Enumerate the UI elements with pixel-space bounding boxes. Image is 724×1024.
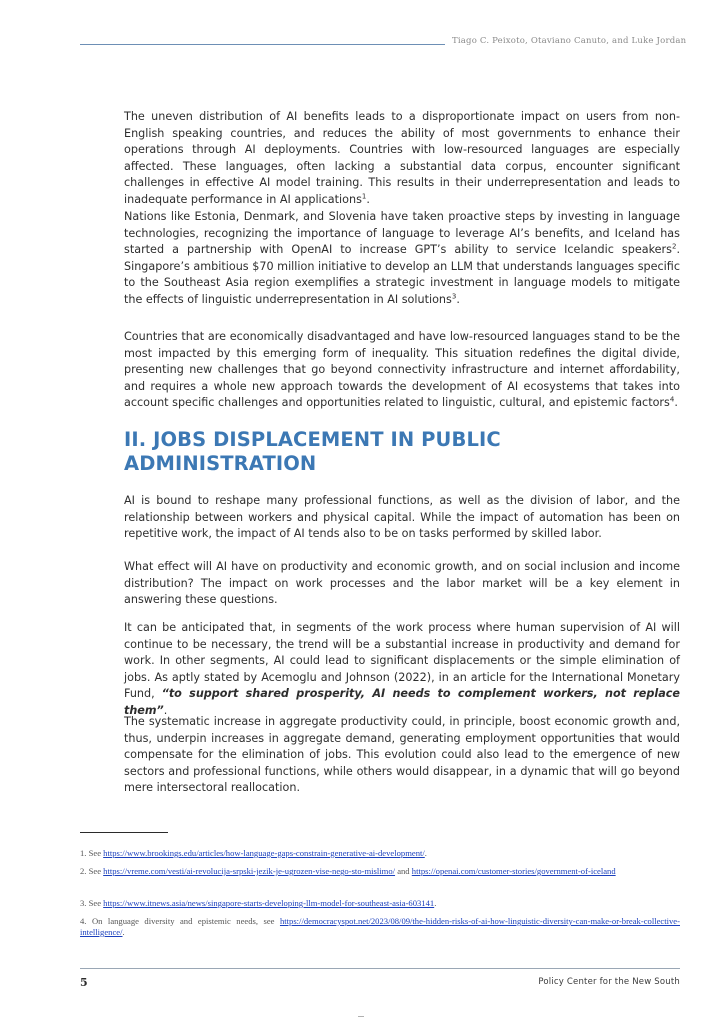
footnote-2-link-2[interactable]: https://openai.com/customer-stories/government-of-iceland — [411, 866, 616, 876]
footer-organization: Policy Center for the New South — [538, 977, 680, 987]
footnote-ref-4[interactable]: 4 — [669, 395, 675, 404]
paragraph-reshape: AI is bound to reshape many professional functions, as well as the division of labor, and the relationship between workers and physical capital. While the impact of automation has been on repetitive work, the impact of AI tends also to be on tasks performed by skilled labor. — [124, 494, 680, 540]
header-authors: Tiago C. Peixoto, Otaviano Canuto, and Luke Jordan — [452, 36, 687, 46]
footnote-3-link[interactable]: https://www.itnews.asia/news/singapore-starts-developing-llm-model-for-southeast-asia-603141 — [103, 898, 435, 908]
footer-rule — [80, 968, 680, 969]
footnote-3: 3. See https://www.itnews.asia/news/singapore-starts-developing-llm-model-for-southeast-asia-603141. — [80, 898, 437, 908]
paragraph-ai-benefits: The uneven distribution of AI benefits leads to a disproportionate impact on users from non-English speaking countries, and reduces the ability of most governments to enhance their operations through AI deployments. Countries with low-resourced languages are especially affected. These languages, often lacking a substantial data corpus, encounter significant challenges in effective AI model training. This results in their underrepresentation and leads to inadequate performance in AI applications$^1$. — [124, 110, 680, 206]
bottom-mark — [358, 1016, 364, 1017]
footnote-4-link[interactable]: https://democracyspot.net/2023/08/09/the-hidden-risks-of-ai-how-linguistic-diversity-can-make-or-break-collective-intelligence/ — [80, 916, 680, 937]
section-heading: II. JOBS DISPLACEMENT IN PUBLIC ADMINISTRATION — [124, 428, 501, 475]
footnote-4: 4. On language diversity and epistemic needs, see https://democracyspot.net/2023/08/09/the-hidden-risks-of-ai-how-linguistic-diversity-can-make-or-break-collective-intelligence/. — [80, 916, 680, 937]
footnote-ref-3[interactable]: 3 — [451, 291, 457, 300]
footnote-1: 1. See https://www.brookings.edu/articles/how-language-gaps-constrain-generative-ai-development/. — [80, 848, 427, 858]
footnote-ref-2[interactable]: 2 — [671, 242, 677, 251]
footnote-1-link[interactable]: https://www.brookings.edu/articles/how-language-gaps-constrain-generative-ai-development/ — [103, 848, 425, 858]
header-rule — [80, 44, 445, 45]
paragraph-effect: What effect will AI have on productivity and economic growth, and on social inclusion and income distribution? The impact on work processes and the labor market will be a key element in answering these questions. — [124, 560, 680, 606]
footnote-ref-1[interactable]: 1 — [361, 191, 367, 200]
quote: “to support shared prosperity, AI needs to complement workers, not replace them” — [124, 687, 681, 717]
footnote-2: 2. See https://vreme.com/vesti/ai-revolucija-srpski-jezik-je-ugrozen-vise-nego-sto-mislimo/ and https://openai.com/customer-stories/government-of-iceland — [80, 866, 616, 876]
paragraph-productivity: The systematic increase in aggregate productivity could, in principle, boost economic growth and, thus, underpin increases in aggregate demand, generating employment opportunities that would compensate for the elimination of jobs. This evolution could also lead to the emergence of new sectors and professional functions, while others would disappear, in a dynamic that will go beyond mere intersectoral reallocation. — [124, 715, 680, 794]
page-number: 5 — [80, 976, 88, 989]
paragraph-nations: Nations like Estonia, Denmark, and Slovenia have taken proactive steps by investing in language technologies, recognizing the importance of language to leverage AI’s benefits, and Iceland has started a partnership with OpenAI to increase GPT’s ability to service Icelandic speakers$^2$. Singapore’s ambitious $70 million initiative to develop an LLM that understands languages specific to the Southeast Asia region exemplifies a strategic investment in language models to mitigate the effects of linguistic underrepresentation in AI solutions$^3$. — [124, 210, 680, 306]
footnote-2-link-1[interactable]: https://vreme.com/vesti/ai-revolucija-srpski-jezik-je-ugrozen-vise-nego-sto-mislimo/ — [103, 866, 396, 876]
paragraph-inequality: Countries that are economically disadvantaged and have low-resourced languages stand to be the most impacted by this emerging form of inequality. This situation redefines the digital divide, presenting new challenges that go beyond connectivity infrastructure and internet affordability, and requires a whole new approach towards the development of AI ecosystems that takes into account specific challenges and opportunities related to linguistic, cultural, and epistemic factors$^4$. — [124, 330, 680, 409]
paragraph-anticipated: It can be anticipated that, in segments of the work process where human supervision of AI will continue to be necessary, the trend will be a substantial increase in productivity and demand for work. In other segments, AI could lead to significant displacements or the simple elimination of jobs. As aptly stated by Acemoglu and Johnson (2022), in an article for the International Monetary Fund, “to support shared prosperity, AI needs to complement workers, not replace them”. — [124, 621, 681, 717]
footnote-rule — [80, 832, 168, 833]
